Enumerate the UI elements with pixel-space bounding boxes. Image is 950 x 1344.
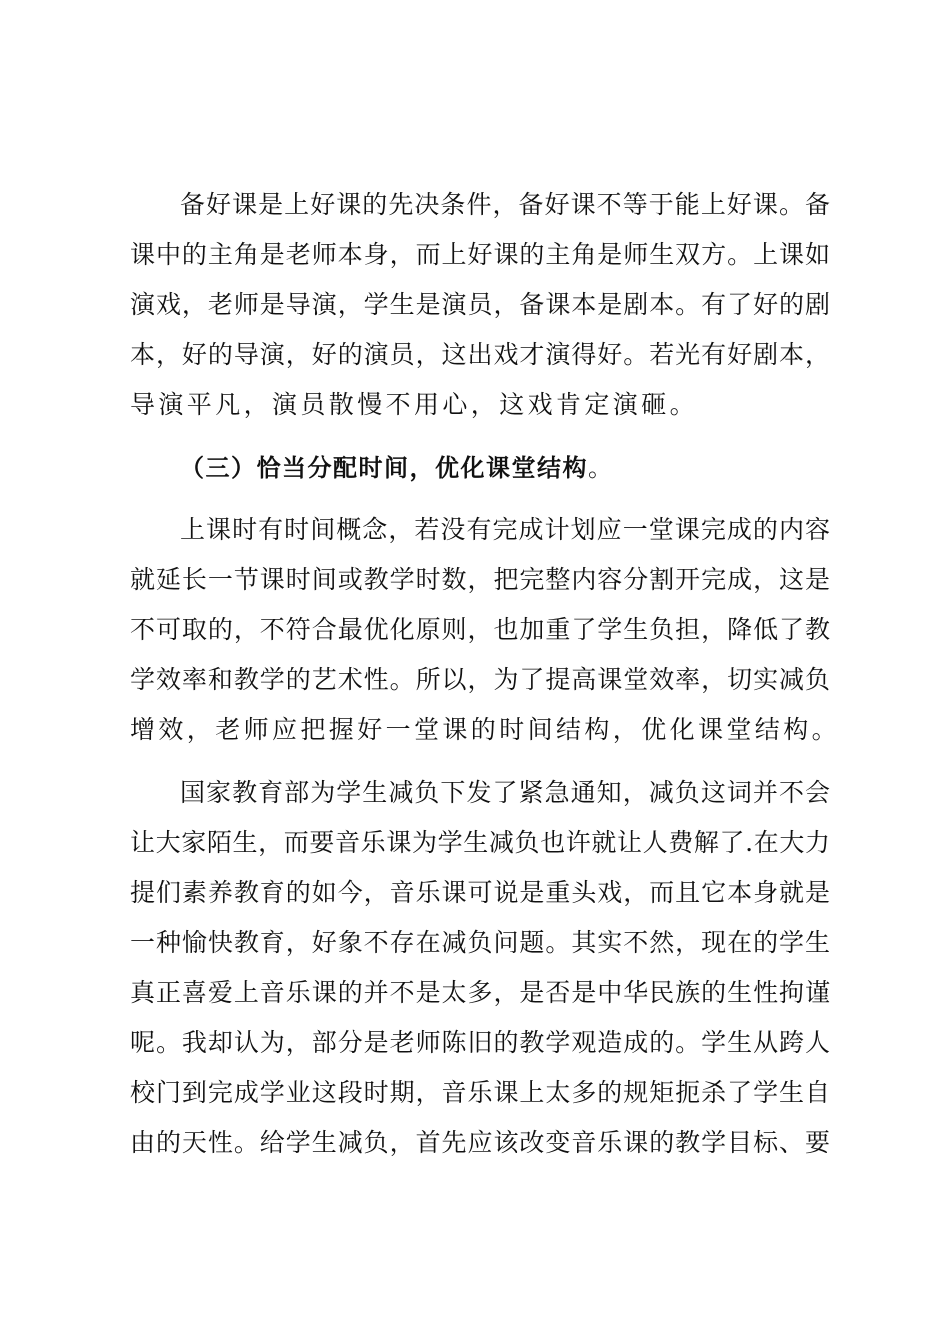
paragraph-3-line-6: 呢。我却认为，部分是老师陈旧的教学观造成的。学生从跨人 [130,1028,830,1057]
paragraph-1-line-5: 导演平凡，演员散慢不用心，这戏肯定演砸。 [130,390,699,419]
section-heading-period: 。 [588,454,614,482]
paragraph-3-line-3: 提们素养教育的如今，音乐课可说是重头戏，而且它本身就是 [130,878,830,907]
section-heading-text: （三）恰当分配时间，优化课堂结构 [180,454,588,482]
paragraph-2-line-2: 就延长一节课时间或教学时数，把完整内容分割开完成，这是 [130,565,830,594]
paragraph-1-line-3: 演戏，老师是导演，学生是演员，备课本是剧本。有了好的剧 [130,290,830,319]
paragraph-3-line-5: 真正喜爱上音乐课的并不是太多，是否是中华民族的生性拘谨 [130,978,830,1007]
paragraph-2-line-1: 上课时有时间概念，若没有完成计划应一堂课完成的内容 [180,515,830,544]
paragraph-1-line-2: 课中的主角是老师本身，而上好课的主角是师生双方。上课如 [130,240,830,269]
paragraph-1-line-1: 备好课是上好课的先决条件，备好课不等于能上好课。备 [180,190,830,219]
paragraph-3-line-2: 让大家陌生，而要音乐课为学生减负也许就让人费解了.在大力 [130,828,830,857]
paragraph-2-line-5: 增效，老师应把握好一堂课的时间结构，优化课堂结构。 [130,715,841,744]
paragraph-3-line-7: 校门到完成学业这段时期，音乐课上太多的规矩扼杀了学生自 [130,1078,830,1107]
paragraph-2-line-3: 不可取的，不符合最优化原则，也加重了学生负担，降低了教 [130,615,830,644]
paragraph-3-line-8: 由的天性。给学生减负，首先应该改变音乐课的教学目标、要 [130,1128,830,1157]
paragraph-1-line-4: 本，好的导演，好的演员，这出戏才演得好。若光有好剧本， [130,340,830,369]
paragraph-3-line-4: 一种愉快教育，好象不存在减负问题。其实不然，现在的学生 [130,928,830,957]
paragraph-3-line-1: 国家教育部为学生减负下发了紧急通知，减负这词并不会 [180,778,830,807]
paragraph-2-line-4: 学效率和教学的艺术性。所以，为了提高课堂效率，切实减负 [130,665,830,694]
section-heading [180,443,830,493]
